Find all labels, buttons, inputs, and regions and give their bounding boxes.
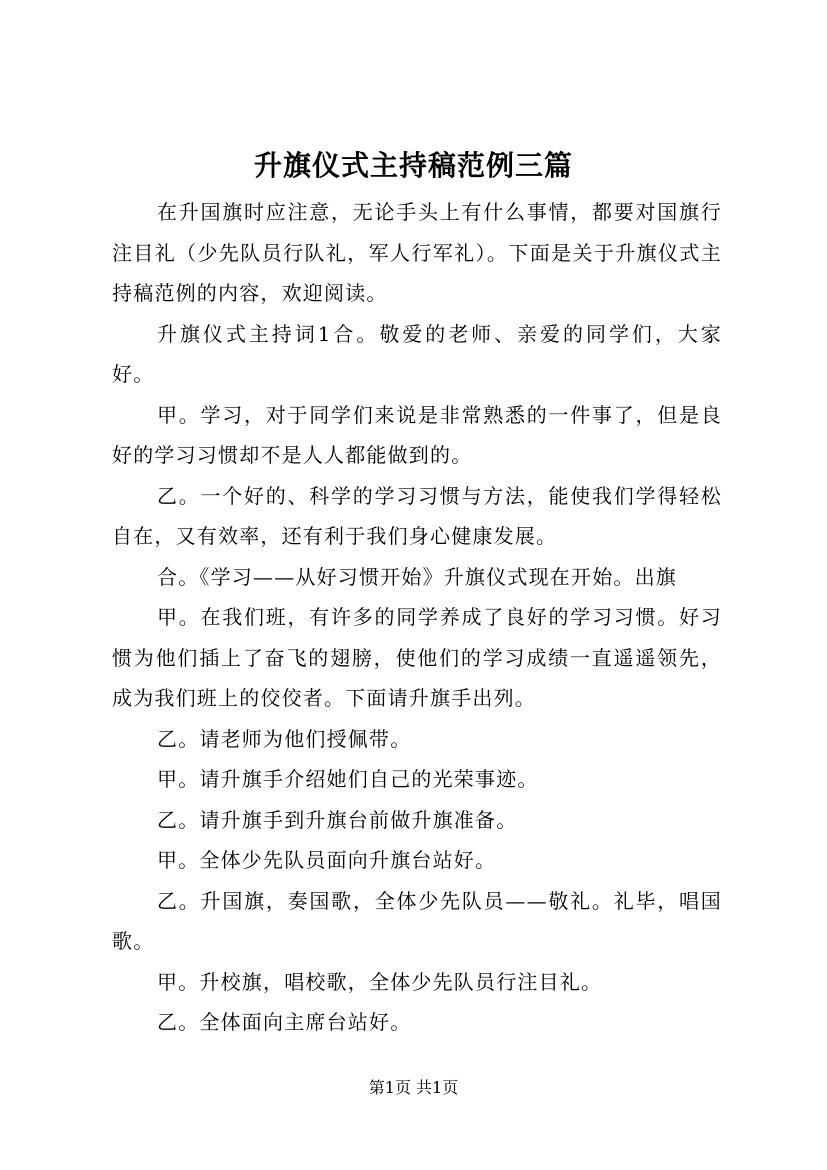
paragraph: 乙。请老师为他们授佩带。 xyxy=(157,726,412,751)
paragraph: 甲。学习，对于同学们来说是非常熟悉的一件事了，但是良好的学习习惯却不是人人都能做到的。 xyxy=(112,402,722,467)
paragraph: 在升国旗时应注意，无论手头上有什么事情，都要对国旗行注目礼（少先队员行队礼，军人行军礼）。下面是关于升旗仪式主持稿范例的内容，欢迎阅读。 xyxy=(112,200,722,305)
paragraph: 甲。全体少先队员面向升旗台站好。 xyxy=(157,848,497,872)
paragraph: 甲。请升旗手介绍她们自己的光荣事迹。 xyxy=(157,767,539,791)
paragraph: 乙。请升旗手到升旗台前做升旗准备。 xyxy=(157,807,518,832)
document-title: 升旗仪式主持稿范例三篇 xyxy=(253,149,573,182)
paragraph: 乙。全体面向主席台站好。 xyxy=(157,1010,412,1034)
paragraph: 乙。一个好的、科学的学习习惯与方法，能使我们学得轻松自在，又有效率，还有利于我们身心健康发展。 xyxy=(112,483,722,548)
paragraph: 升旗仪式主持词1合。敬爱的老师、亲爱的同学们，大家好。 xyxy=(112,321,722,386)
page-footer: 第1页 共1页 xyxy=(368,1078,459,1097)
paragraph: 合。《学习——从好习惯开始》升旗仪式现在开始。出旗 xyxy=(157,564,677,589)
paragraph: 乙。升国旗，奏国歌，全体少先队员——敬礼。礼毕，唱国歌。 xyxy=(112,888,722,953)
paragraph: 甲。升校旗，唱校歌，全体少先队员行注目礼。 xyxy=(157,969,603,994)
paragraph: 甲。在我们班，有许多的同学养成了良好的学习习惯。好习惯为他们插上了奋飞的翅膀，使他们的学习成绩一直遥遥领先，成为我们班上的佼佼者。下面请升旗手出列。 xyxy=(112,605,722,710)
document-body xyxy=(112,192,722,1043)
